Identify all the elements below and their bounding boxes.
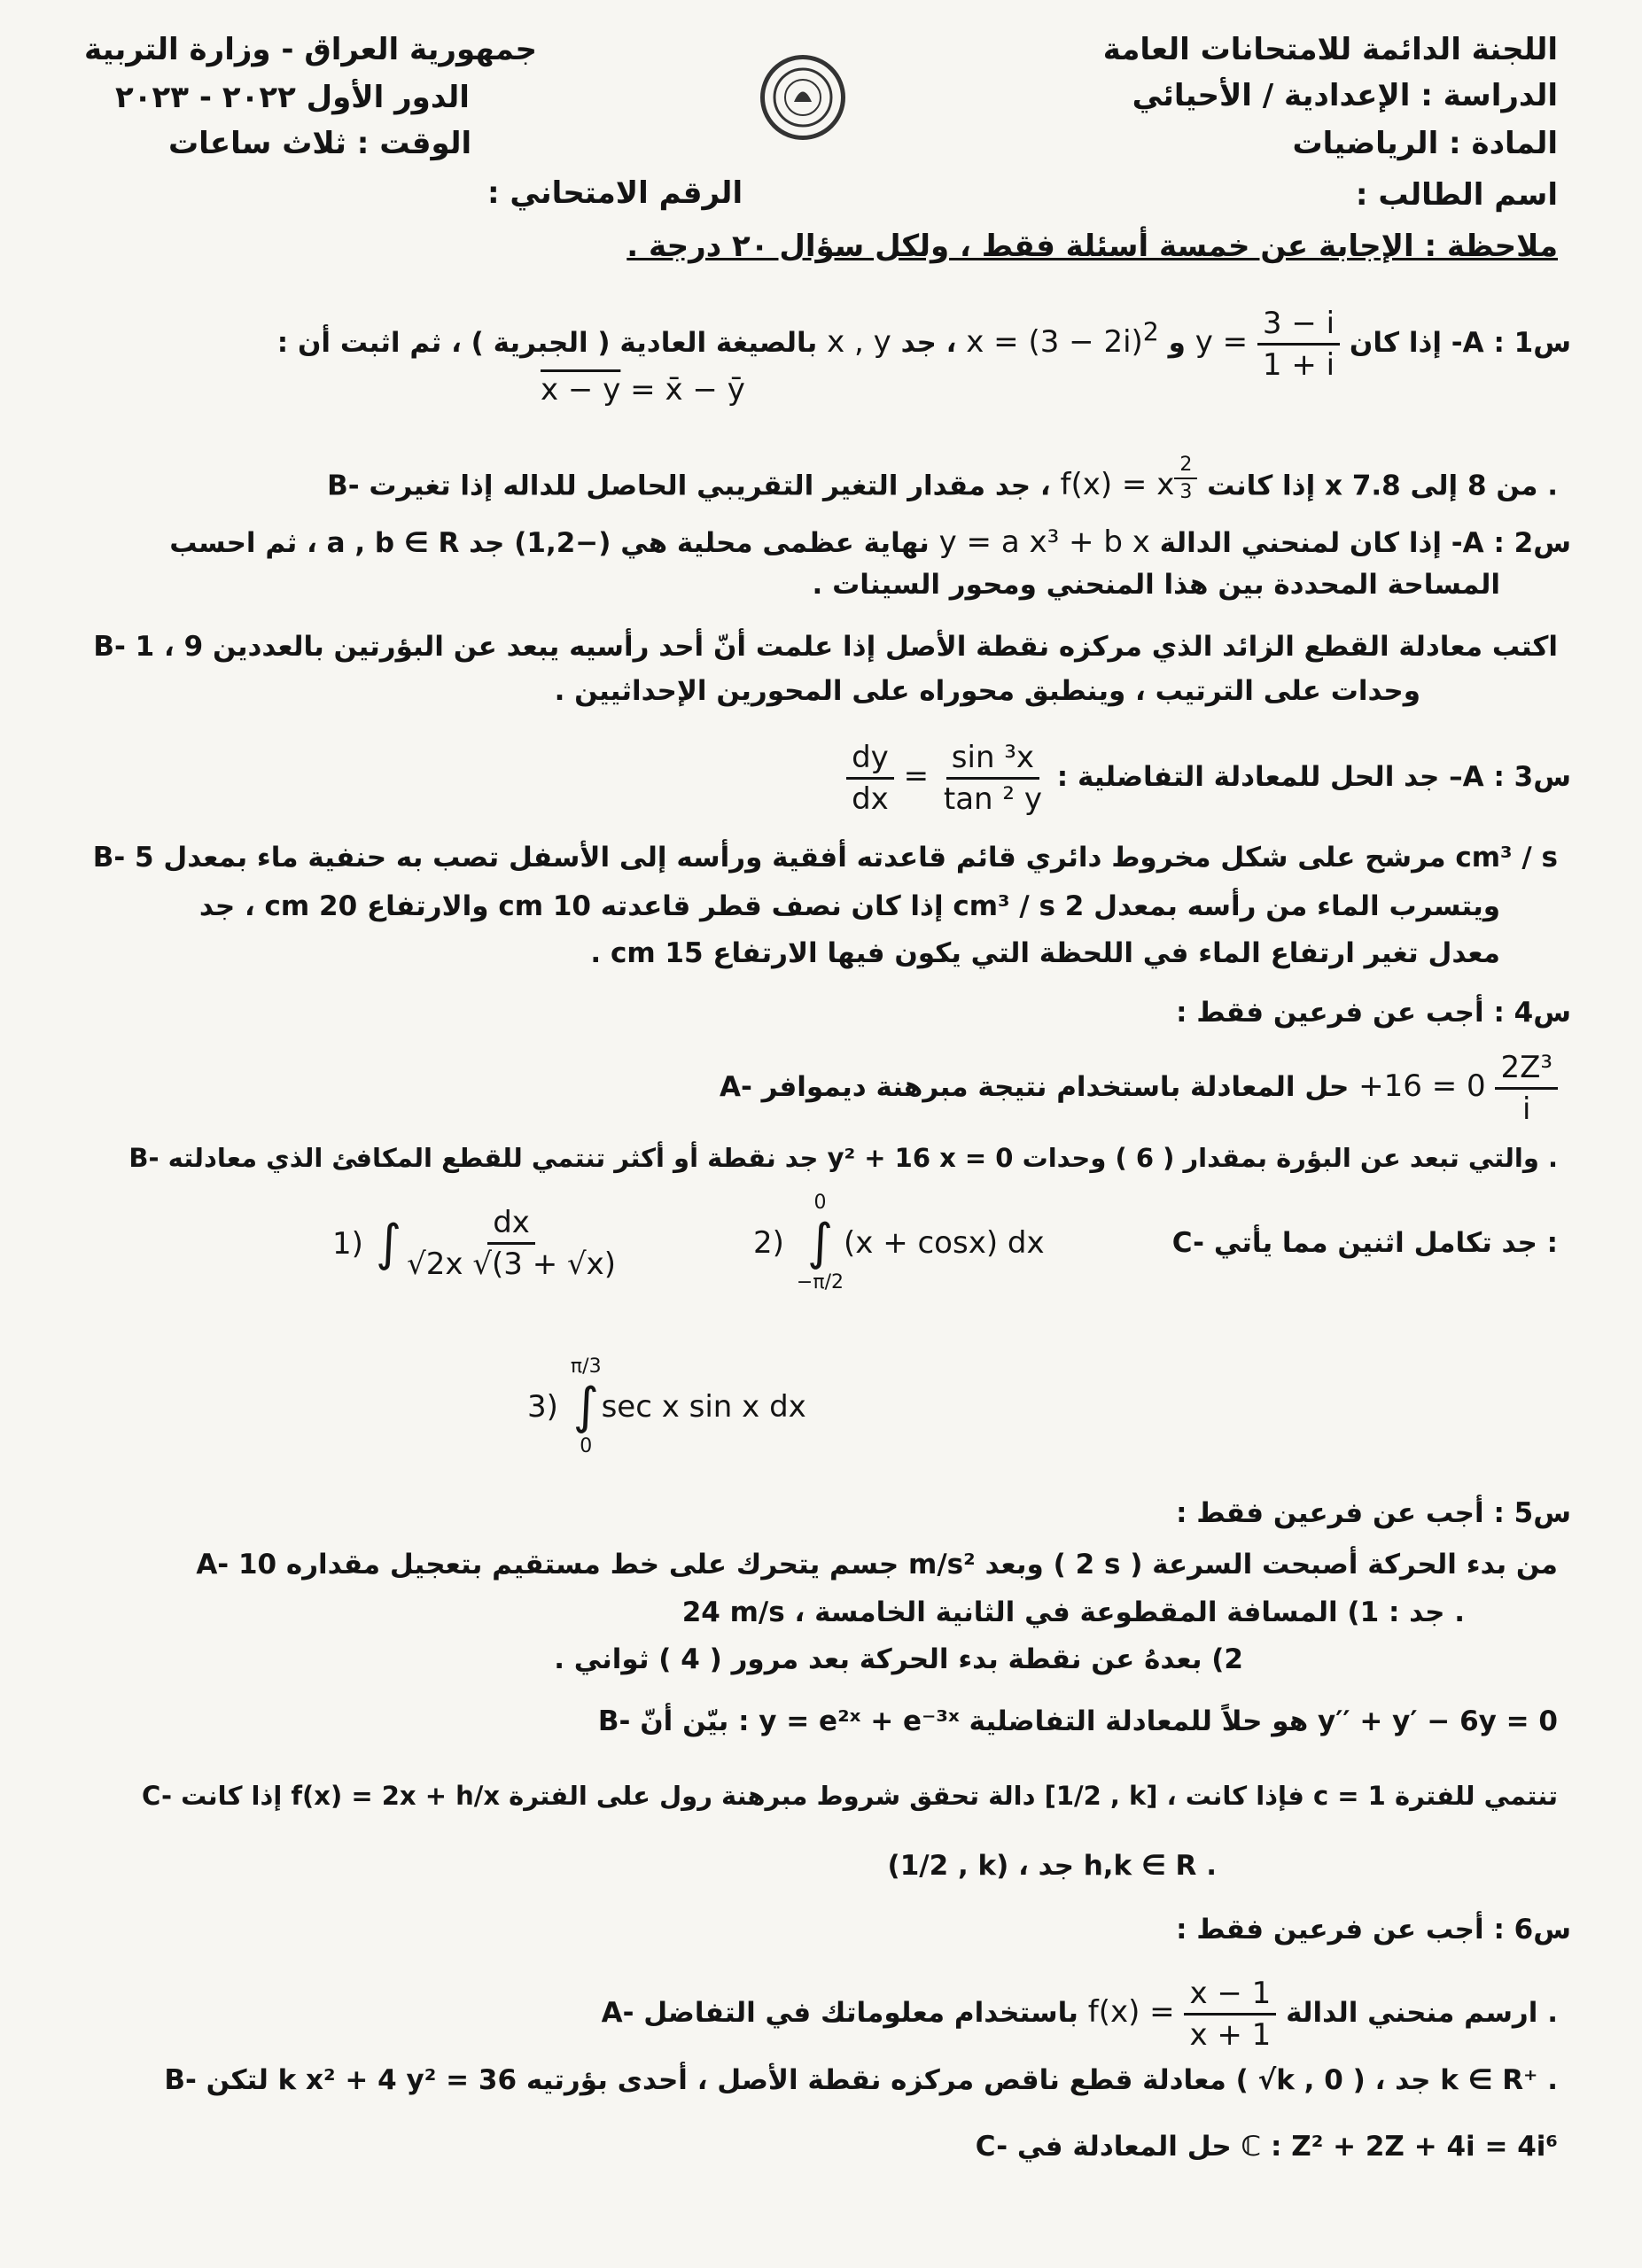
subject: المادة : الرياضيات: [1292, 126, 1558, 161]
exam-duration: الوقت : ثلاث ساعات: [168, 126, 472, 161]
q1-a: [277, 306, 1571, 383]
q2-a: س2 : A- إذا كان لمنحني الدالة y = a x³ + b x نهاية عظمى محلية هي (−1,2) جد a , b ∈ R ، ثم احسب: [169, 524, 1571, 560]
q1-y-fraction: $\frac{3 - i}{1 + i}$: [1257, 306, 1340, 383]
q2-a-line2: المساحة المحددة بين هذا المنحني ومحور السينات .: [812, 569, 1500, 601]
q3-b-line2: ويتسرب الماء من رأسه بمعدل 2 cm³ / s إذا كان نصف قطر قاعدته 10 cm والارتفاع 20 cm ، جد: [198, 890, 1500, 922]
q1-x-eq: $x = (3 - 2i)^2$: [966, 317, 1159, 360]
q1-y-eq: y =: [1195, 324, 1249, 360]
q5-a-line2: 24 m/s ، جد : 1) المسافة المقطوعة في الثانية الخامسة .: [681, 1596, 1465, 1628]
q4-a-fraction: $\frac{\text{2Z³}}{i}$: [1495, 1050, 1558, 1127]
committee-title: اللجنة الدائمة للامتحانات العامة: [1102, 32, 1558, 67]
q4-b: B- جد نقطة أو أكثر تنتمي للقطع المكافئ الذي معادلته y² + 16 x = 0 والتي تبعد عن البؤرة بمقدار ( 6 ) وحدات .: [128, 1143, 1558, 1173]
exam-number-label: الرقم الامتحاني :: [487, 175, 743, 211]
note: ملاحظة : الإجابة عن خمسة أسئلة فقط ، ولكل سؤال ٢٠ درجة .: [626, 229, 1558, 264]
q4-c-integral-1: 1) ∫ $\frac{dx}{√2x √(3 + √x)}$: [332, 1205, 617, 1282]
q1-and: و: [1168, 327, 1186, 359]
republic-title: جمهورية العراق - وزارة التربية: [84, 32, 538, 67]
q3-b-line1: B- مرشح على شكل مخروط دائري قائم قاعدته أفقية ورأسه إلى الأسفل تصب به حنفية ماء بمعدل 5 cm³ / s: [92, 842, 1558, 874]
q6-b: B- لتكن k x² + 4 y² = 36 معادلة قطع ناقص مركزه نقطة الأصل ، أحدى بؤرتيه ( √k , 0 ) ، جد k ∈ R⁺ .: [164, 2064, 1558, 2096]
q1-b-function: f(x) = x $^{\frac{2}{3}}$: [1060, 467, 1197, 502]
q3-b-line3: معدل تغير ارتفاع الماء في اللحظة التي يكون فيها الارتفاع 15 cm .: [590, 937, 1500, 969]
q5-label: س5 : أجب عن فرعين فقط :: [1176, 1497, 1571, 1529]
q5-c-line2: (1/2 , k) ، جد h,k ∈ R .: [887, 1850, 1217, 1882]
q3-a: س3 : A– جد الحل للمعادلة التفاضلية : $\frac{\text{sin ³x}}{\text{tan ² y}}$ = $\frac{dy}{dx}$: [846, 740, 1571, 817]
q4-label: س4 : أجب عن فرعين فقط :: [1176, 997, 1571, 1029]
q5-b: B- بيّن أنّ : y = e²ˣ + e⁻³ˣ هو حلاً للمعادلة التفاضلية y′′ + y′ − 6y = 0: [597, 1705, 1558, 1737]
q6-c: C- حل المعادلة في ℂ : Z² + 2Z + 4i = 4i⁶: [975, 2131, 1558, 2163]
q4-a: A- حل المعادلة باستخدام نتيجة مبرهنة ديموافر +16 = 0 $\frac{\text{2Z³}}{i}$: [720, 1050, 1558, 1127]
q4-c-integral-3: 3) π/3 ∫ 0 sec x sin x dx: [527, 1355, 806, 1457]
q1-a-label: س1 : A- إذا كان: [1349, 327, 1571, 359]
exam-round: الدور الأول ٢٠٢٢ - ٢٠٢٣: [115, 80, 470, 115]
q1-xy: x , y: [827, 324, 891, 360]
study-stream: الدراسة : الإعدادية / الأحيائي: [1132, 78, 1558, 113]
q2-b-line2: وحدات على الترتيب ، وينطبق محوراه على المحورين الإحداثيين .: [554, 675, 1420, 707]
q3-lhs: $\frac{dy}{dx}$: [846, 740, 894, 817]
q5-c-line1: C- إذا كانت f(x) = 2x + h/x دالة تحقق شروط مبرهنة رول على الفترة [1/2 , k] ، فإذا كانت c = 1 تنتمي للفترة: [142, 1781, 1558, 1811]
q3-rhs: $\frac{\text{sin ³x}}{\text{tan ² y}}$: [943, 740, 1042, 817]
student-name-label: اسم الطالب :: [1355, 177, 1558, 213]
q6-label: س6 : أجب عن فرعين فقط :: [1176, 1914, 1571, 1946]
q4-c: C- جد تكامل اثنين مما يأتي :: [1171, 1227, 1558, 1259]
q6-a: A- ارسم منحني الدالة $\frac{x - 1}{x + 1}$ f(x) = باستخدام معلوماتك في التفاضل .: [601, 1976, 1558, 2053]
q2-b: B- اكتب معادلة القطع الزائد الذي مركزه نقطة الأصل إذا علمت أنّ أحد رأسيه يبعد عن البؤرتين بالعددين 9 ، 1: [93, 631, 1558, 663]
q1-b: B- إذا كانت f(x) = x $^{\frac{2}{3}}$ ، جد مقدار التغير التقريبي الحاصل للداله إذا تغيرت x من 8 إلى 7.8 .: [327, 454, 1558, 503]
q1-a-text: بالصيغة العادية ( الجبرية ) ، ثم اثبت أن :: [276, 327, 818, 359]
q1-find: ، جد: [900, 327, 957, 359]
q1-proof: x − y = x̄ − ȳ: [541, 372, 745, 408]
q6-a-fraction: $\frac{x - 1}{x + 1}$: [1184, 1976, 1276, 2053]
q5-a-line1: A- جسم يتحرك على خط مستقيم بتعجيل مقداره 10 m/s² وبعد ( 2 s ) من بدء الحركة أصبحت السرعة: [196, 1549, 1558, 1581]
q4-c-integral-2: 2) 0 ∫ −π/2 (x + cosx) dx: [753, 1192, 1045, 1293]
ministry-seal-icon: [760, 55, 845, 140]
q5-a-line3: 2) بعدهُ عن نقطة بدء الحركة بعد مرور ( 4 ) ثواني .: [554, 1643, 1243, 1675]
